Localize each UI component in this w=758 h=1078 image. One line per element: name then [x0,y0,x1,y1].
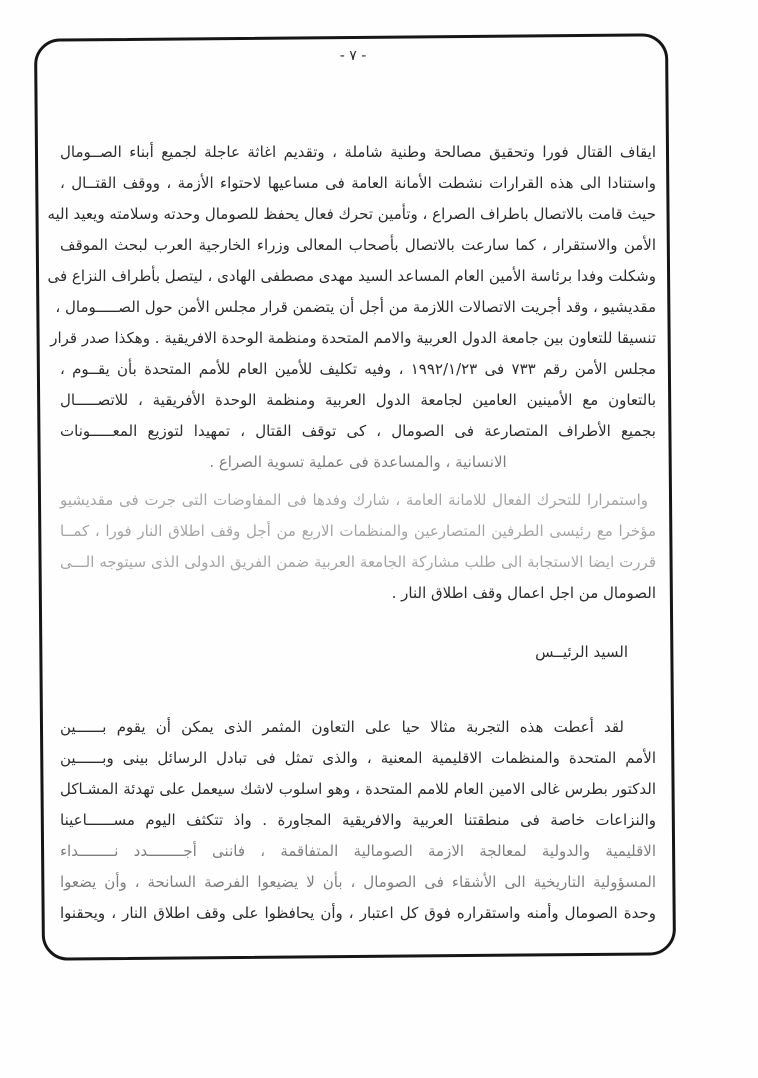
paragraph [47,137,656,478]
text-line: وحدة الصومال وأمنه واستقراره فوق كل اعتبار ، وأن يحافظوا على وقف اطلاق النار ، ويحقنوا [60,904,656,922]
text-line: لقد أعطت هذه التجربة مثالا حيا على التعاون المثمر الذى يمكن أن يقوم بــــــين [60,718,624,736]
text-line: واستمرارا للتحرك الفعال للامانة العامة ، شارك وفدها فى المفاوضات التى جرت فى مقديشيو [60,491,648,509]
text-line: المسؤولية التاريخية الى الأشقاء فى الصومال ، بأن لا يضيعوا الفرصة السانحة ، وأن يضعوا [60,873,656,891]
text-line: تنسيقا للتعاون بين جامعة الدول العربية والامم المتحدة ومنظمة الوحدة الافريقية . وهكذا صدر قرار [50,329,656,347]
text-line: حيث قامت بالاتصال باطراف الصراع ، وتأمين تحرك فعال يحفظ للصومال وحدته وسلامته ويعيد اليه [47,205,656,223]
salutation-line [60,637,656,668]
paragraph [60,485,656,609]
text-line: السيد الرئيــس [535,643,628,661]
text-line: ايقاف القتال فورا وتحقيق مصالحة وطنية شاملة ، وتقديم اغاثة عاجلة لجميع أبناء الصــومال [60,143,656,161]
text-line: والنزاعات خاصة فى منطقتنا العربية والافريقية المجاورة . واذ تتكثف اليوم مســــــاعينا [60,811,656,829]
text-line: بجميع الأطراف المتصارعة فى الصومال ، كى توقف القتال ، تمهيدا لتوزيع المعـــــونات [60,422,656,440]
text-line: قررت ايضا الاستجابة الى طلب مشاركة الجامعة العربية ضمن الفريق الدولى الذى سيتوجه الـــى [60,553,656,571]
document-body [47,137,656,929]
text-line: بالتعاون مع الأمينين العامين لجامعة الدول العربية ومنظمة الوحدة الأفريقية ، للاتصـــــال [60,391,656,409]
text-line: الدكتور بطرس غالى الامين العام للامم المتحدة ، وهو اسلوب لاشك سيعمل على تهدئة المشـاكل [60,780,656,798]
text-line: واستنادا الى هذه القرارات نشطت الأمانة العامة فى مساعيها لاحتواء الأزمة ، ووقف القتــال ، [60,174,656,192]
text-line: مقديشيو ، وقد أجريت الاتصالات اللازمة من أجل أن يتضمن قرار مجلس الأمن حول الصـــــومال ، [55,298,656,316]
text-line: الاقليمية والدولية لمعالجة الازمة الصومالية المتفاقمة ، فاننى أجــــــــدد نــــــــداء [60,842,656,860]
text-line: وشكلت وفدا برئاسة الأمين العام المساعد السيد مهدى مصطفى الهادى ، ليتصل بأطراف النزاع فى [47,267,656,285]
paragraph [60,712,656,929]
text-line: الأمم المتحدة والمنظمات الاقليمية المعنية ، والذى تمثل فى تبادل الرسائل بينى وبــــــين [60,749,656,767]
text-line: مؤخرا مع رئيسى الطرفين المتصارعين والمنظمات الاربع من أجل وقف اطلاق النار فورا ، كمــا [60,522,656,540]
text-line: الصومال من اجل اعمال وقف اطلاق النار . [391,584,656,602]
text-line: الأمن والاستقرار ، كما سارعت بالاتصال بأصحاب المعالى وزراء الخارجية العرب لبحث الموقف [60,236,656,254]
text-line: الانسانية ، والمساعدة فى عملية تسوية الصراع . [209,453,507,471]
page-number: - ٧ - [339,48,367,64]
text-line: مجلس الأمن رقم ٧٣٣ فى ١٩٩٢/١/٢٣ ، وفيه تكليف للأمين العام للأمم المتحدة بأن يقــوم ، [60,360,656,378]
